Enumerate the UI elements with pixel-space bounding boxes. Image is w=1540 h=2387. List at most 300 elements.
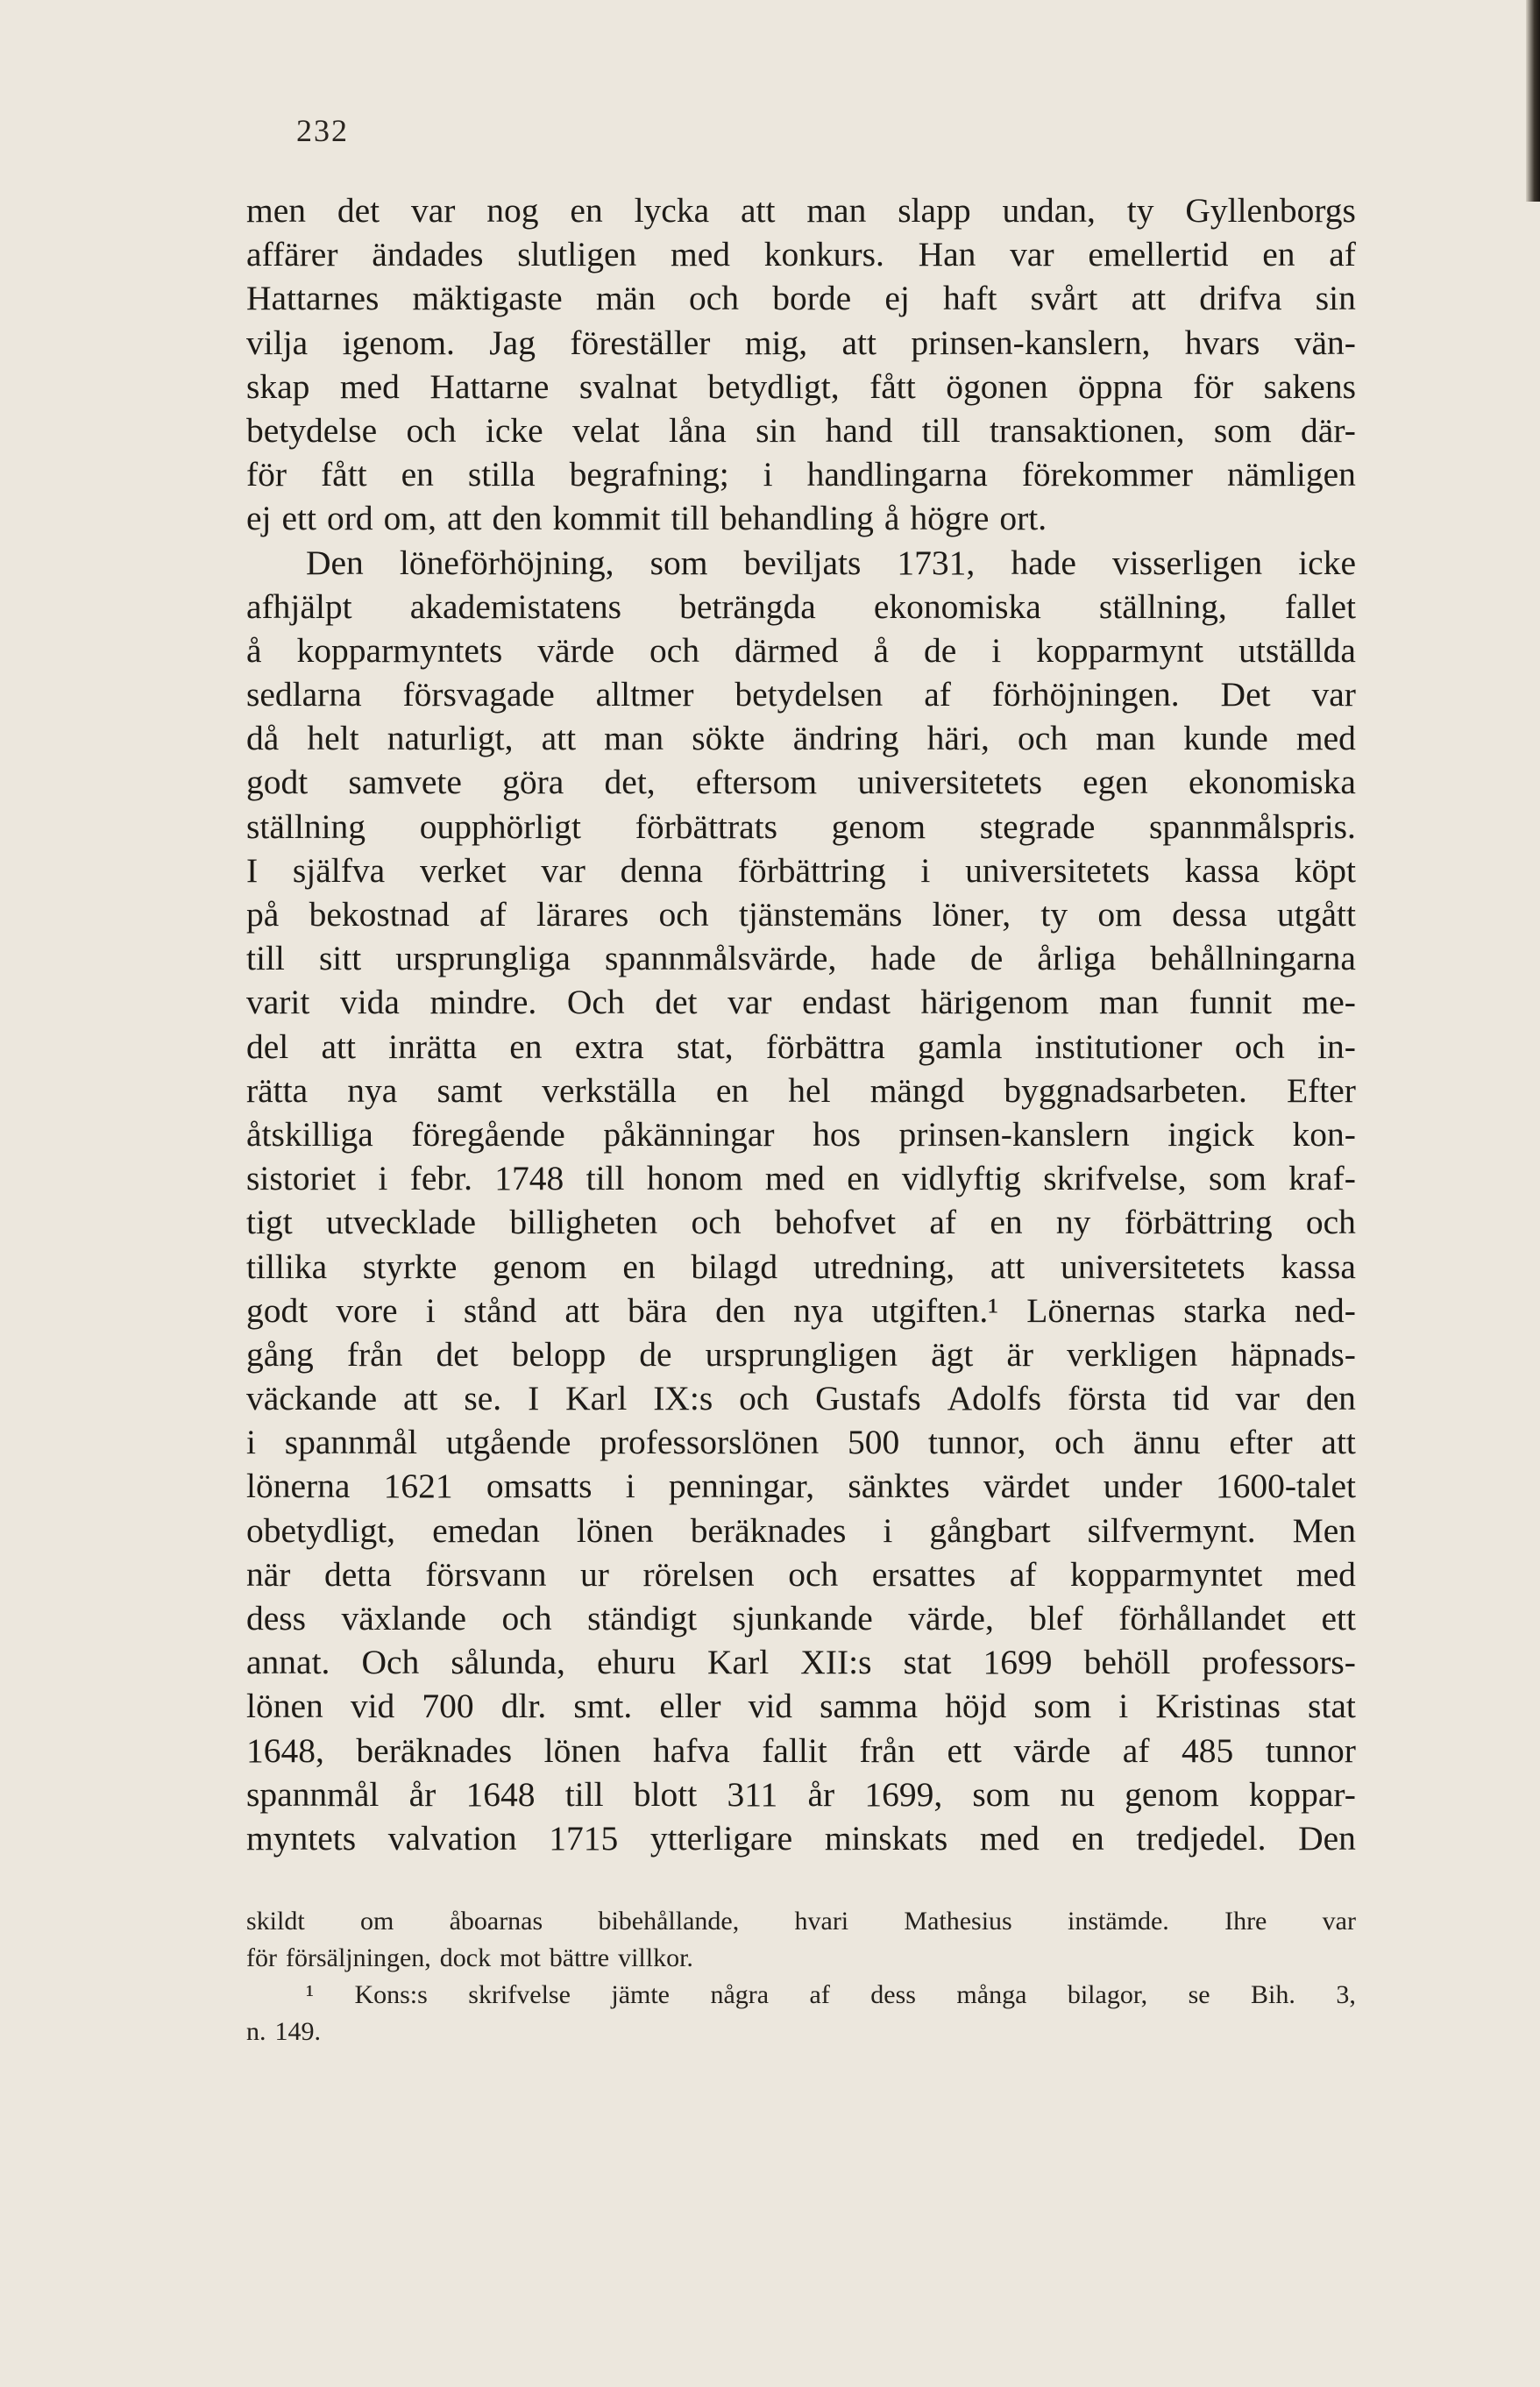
body-line: [246, 321, 1356, 365]
body-word: omsatts: [486, 1467, 593, 1506]
body-word: det: [655, 983, 698, 1022]
body-word: föregående: [411, 1114, 565, 1154]
body-word: afhjälpt: [246, 586, 352, 626]
body-line: [246, 1640, 1356, 1684]
body-word: sitt: [318, 939, 362, 978]
body-word: Det: [1220, 675, 1271, 714]
body-word: vore: [336, 1290, 398, 1330]
body-word: stat: [1308, 1687, 1356, 1726]
body-line: [246, 1772, 1356, 1816]
body-line: [246, 1200, 1356, 1244]
body-word: emedan: [432, 1510, 540, 1550]
body-word: fått: [321, 455, 367, 494]
body-word: som: [649, 543, 708, 582]
body-line: [246, 936, 1356, 980]
body-word: genom: [1125, 1774, 1219, 1814]
body-word: första: [1068, 1379, 1146, 1418]
body-word: utredning,: [813, 1247, 955, 1286]
body-word: 1715: [549, 1818, 619, 1858]
body-word: med: [1295, 719, 1356, 758]
body-word: gångbart: [929, 1510, 1051, 1550]
body-word: dess: [246, 1599, 307, 1638]
footnote-word: åboarnas: [449, 1907, 543, 1936]
body-word: bekostnad: [309, 895, 450, 934]
body-word: Jag: [489, 323, 536, 362]
body-word: där-: [1301, 410, 1356, 450]
body-word: och: [1017, 719, 1068, 758]
body-word: Lönernas: [1026, 1290, 1156, 1330]
body-word: egen: [1082, 763, 1148, 802]
body-word: 1731,: [897, 543, 976, 582]
body-word: mindre.: [429, 983, 537, 1022]
body-word: att: [403, 1379, 438, 1418]
body-word: kommit: [552, 499, 661, 538]
footnote-word: skrifvelse: [468, 1980, 571, 2009]
body-word: kopparmyntets: [296, 630, 503, 670]
body-word: 485: [1182, 1730, 1234, 1770]
body-word: och: [1305, 1203, 1356, 1242]
body-word: man: [806, 191, 867, 230]
body-word: är: [1006, 1334, 1034, 1374]
body-word: förhållandet: [1118, 1599, 1287, 1638]
body-word: stat,: [676, 1027, 734, 1066]
page-number: 232: [296, 113, 349, 148]
body-word: samt: [436, 1070, 503, 1110]
body-line: [246, 1552, 1356, 1596]
body-word: prinsen-kanslern,: [911, 323, 1151, 362]
body-word: endast: [802, 983, 891, 1022]
body-word: kon-: [1292, 1114, 1356, 1154]
body-word: var: [1010, 235, 1054, 274]
body-word: extra: [574, 1027, 644, 1066]
body-word: undan,: [1002, 191, 1096, 230]
body-word: styrkte: [362, 1247, 458, 1286]
body-word: spannmålspris.: [1149, 806, 1356, 846]
footnote-word: ¹: [306, 1980, 314, 2009]
body-word: behållningarna: [1150, 939, 1356, 978]
body-word: haft: [943, 279, 997, 318]
body-word: fallit: [762, 1730, 827, 1770]
body-word: och: [689, 279, 740, 318]
body-word: helt: [307, 719, 359, 758]
body-word: den: [715, 1290, 766, 1330]
body-word: kassa: [1184, 850, 1260, 890]
body-word: ursprungligen: [705, 1334, 898, 1374]
body-word: häri,: [926, 719, 990, 758]
body-word: konkurs.: [763, 235, 884, 274]
body-word: behofvet: [774, 1203, 897, 1242]
body-word: handlingarna: [806, 455, 988, 494]
body-line: [246, 1816, 1356, 1860]
body-word: i: [763, 455, 773, 494]
body-word: ändring: [792, 719, 899, 758]
body-word: ehuru: [597, 1643, 676, 1682]
body-word: ersattes: [871, 1554, 976, 1594]
body-word: Hattarne: [429, 366, 550, 406]
body-word: me-: [1302, 983, 1356, 1022]
body-word: stilla: [467, 455, 536, 494]
footnote-line: [246, 1977, 1356, 2014]
body-word: ord: [327, 499, 373, 538]
footnote-word: om: [359, 1907, 394, 1936]
body-word: af: [1009, 1554, 1037, 1594]
body-word: nya: [347, 1070, 398, 1110]
body-word: kopparmyntet: [1069, 1554, 1263, 1594]
body-line: [246, 1069, 1356, 1112]
body-word: slapp: [898, 191, 971, 230]
body-word: betydelse: [246, 410, 378, 450]
body-word: som: [1033, 1687, 1092, 1726]
body-word: I: [528, 1379, 540, 1418]
body-word: i: [1118, 1687, 1129, 1726]
body-word: att: [740, 191, 776, 230]
body-word: universitetets: [965, 850, 1150, 890]
body-word: vida: [339, 983, 400, 1022]
body-word: de: [969, 939, 1004, 978]
body-word: var: [541, 850, 585, 890]
body-line: [246, 188, 1356, 232]
body-word: men: [246, 191, 307, 230]
body-word: ställning,: [1098, 586, 1227, 626]
body-word: sistoriet: [246, 1159, 357, 1198]
body-word: ekonomiska: [873, 586, 1041, 626]
body-word: till: [921, 410, 961, 450]
footnote-word: mot: [500, 1943, 541, 1972]
body-word: de: [923, 630, 957, 670]
body-word: och: [406, 410, 457, 450]
body-word: förbättring: [737, 850, 886, 890]
body-word: hade: [870, 939, 936, 978]
body-word: honom: [646, 1159, 743, 1198]
body-line: [246, 1596, 1356, 1640]
body-line: [246, 1684, 1356, 1728]
body-word: till: [564, 1774, 604, 1814]
body-word: af: [924, 675, 951, 714]
body-word: en: [1262, 235, 1295, 274]
footnote-line: [246, 1903, 1356, 1940]
footnote-word: Mathesius: [904, 1907, 1012, 1936]
body-word: hand: [825, 410, 893, 450]
body-word: i: [991, 630, 1002, 670]
body-line: [246, 980, 1356, 1024]
body-word: och: [739, 1379, 790, 1418]
body-word: nog: [486, 191, 539, 230]
body-word: en: [401, 455, 434, 494]
body-word: beräknades: [690, 1510, 847, 1550]
body-word: sänktes: [848, 1467, 950, 1506]
body-word: velat: [571, 410, 640, 450]
body-word: genom: [831, 806, 926, 846]
body-word: Den: [1298, 1818, 1356, 1858]
body-word: spannmål: [284, 1423, 418, 1462]
footnote-word: 3,: [1336, 1980, 1356, 2009]
body-word: en: [622, 1247, 656, 1286]
body-word: ägt: [931, 1334, 974, 1374]
body-word: och: [691, 1203, 742, 1242]
body-word: och: [788, 1554, 839, 1594]
body-word: inrätta: [388, 1027, 478, 1066]
body-word: in-: [1316, 1027, 1356, 1066]
body-word: för: [1193, 366, 1234, 406]
body-word: ingick: [1167, 1114, 1254, 1154]
footnote-word: bilagor,: [1067, 1980, 1148, 2009]
footnote-word: skildt: [246, 1907, 305, 1936]
body-word: som: [972, 1774, 1031, 1814]
body-word: beräknades: [356, 1730, 513, 1770]
body-word: svalnat: [578, 366, 678, 406]
body-word: Gustafs: [815, 1379, 921, 1418]
body-word: med: [670, 235, 730, 274]
body-word: löner,: [932, 895, 1011, 934]
body-word: när: [246, 1554, 291, 1594]
body-word: var: [1311, 675, 1356, 714]
body-word: att: [564, 1290, 600, 1330]
body-word: billigheten: [509, 1203, 658, 1242]
body-word: värde: [537, 630, 614, 670]
body-word: 1621: [383, 1467, 453, 1506]
body-word: detta: [323, 1554, 392, 1594]
body-word: kraf-: [1288, 1159, 1356, 1198]
body-word: förbättra: [765, 1027, 885, 1066]
body-word: verkligen: [1067, 1334, 1198, 1374]
body-word: stegrade: [979, 806, 1096, 846]
body-word: öppna: [1078, 366, 1163, 406]
body-word: penningar,: [668, 1467, 815, 1506]
body-word: en: [570, 191, 603, 230]
body-word: IX:s: [653, 1379, 713, 1418]
body-word: utgående: [445, 1423, 571, 1462]
body-word: kassa: [1281, 1247, 1356, 1286]
body-word: löneförhöjning,: [399, 543, 614, 582]
body-word: betydelsen: [735, 675, 884, 714]
body-word: del: [246, 1027, 289, 1066]
body-word: kunde: [1183, 719, 1268, 758]
footnote-word: instämde.: [1068, 1907, 1169, 1936]
body-word: icke: [1298, 543, 1356, 582]
body-word: prinsen-kanslern: [898, 1114, 1130, 1154]
body-word: 500: [847, 1423, 900, 1462]
body-word: mig,: [744, 323, 808, 362]
body-word: 1699: [983, 1643, 1053, 1682]
body-word: lönen: [576, 1510, 654, 1550]
footnote-word: bibehållande,: [598, 1907, 740, 1936]
body-line: [246, 1156, 1356, 1200]
body-word: med: [764, 1159, 825, 1198]
body-word: alltmer: [595, 675, 694, 714]
footnote-word: bättre: [549, 1943, 610, 1972]
body-word: betydligt,: [707, 366, 840, 406]
body-word: årliga: [1037, 939, 1117, 978]
body-word: Karl: [565, 1379, 628, 1418]
body-word: en: [847, 1159, 880, 1198]
body-word: ort.: [999, 499, 1047, 538]
body-word: XII:s: [800, 1643, 872, 1682]
body-word: Gyllenborgs: [1185, 191, 1356, 230]
body-word: nämligen: [1226, 455, 1356, 494]
body-word: borde: [772, 279, 852, 318]
body-word: värde: [1013, 1730, 1091, 1770]
body-word: värdet: [983, 1467, 1070, 1506]
footnote-word: Ihre: [1224, 1907, 1267, 1936]
body-word: för: [246, 455, 287, 494]
body-word: i: [883, 1510, 893, 1550]
body-word: en: [990, 1203, 1023, 1242]
body-line: [246, 1729, 1356, 1772]
body-word: vilja: [246, 323, 309, 362]
body-line: [246, 496, 1356, 540]
body-word: ny: [1055, 1203, 1091, 1242]
body-word: i: [378, 1159, 388, 1198]
body-line: [246, 1112, 1356, 1156]
body-word: köpt: [1294, 850, 1356, 890]
body-word: Efter: [1286, 1070, 1356, 1110]
footnote-word: n.: [246, 2017, 266, 2046]
body-line: [246, 629, 1356, 672]
body-word: till: [585, 1159, 625, 1198]
body-line: [246, 805, 1356, 849]
body-line: [246, 1420, 1356, 1464]
body-word: skap: [246, 366, 310, 406]
body-word: utgått: [1277, 895, 1356, 934]
body-word: hafva: [652, 1730, 730, 1770]
body-word: med: [1295, 1554, 1356, 1594]
body-word: universitetets: [1061, 1247, 1245, 1286]
body-word: ty: [1040, 895, 1068, 934]
body-word: med: [339, 366, 400, 406]
body-word: göra: [502, 763, 564, 802]
body-word: var: [1235, 1379, 1280, 1418]
body-word: universitetets: [857, 763, 1042, 802]
body-line: [246, 1289, 1356, 1332]
body-word: år: [807, 1774, 835, 1814]
body-word: verkställa: [542, 1070, 677, 1110]
footnotes: [246, 1903, 1356, 2050]
body-word: Den: [306, 543, 364, 582]
body-word: slutligen: [517, 235, 637, 274]
body-word: ned-: [1294, 1290, 1356, 1330]
body-word: om: [1097, 895, 1142, 934]
body-word: det: [436, 1334, 479, 1374]
body-word: starka: [1183, 1290, 1267, 1330]
body-word: oupphörligt: [419, 806, 582, 846]
body-word: ständigt: [587, 1599, 698, 1638]
body-word: se.: [464, 1379, 502, 1418]
body-word: eftersom: [695, 763, 818, 802]
body-word: värde,: [908, 1599, 994, 1638]
body-word: en: [1071, 1818, 1104, 1858]
body-word: hade: [1011, 543, 1076, 582]
body-word: sökte: [692, 719, 765, 758]
body-word: mängd: [869, 1070, 965, 1110]
body-line: [246, 849, 1356, 892]
body-word: skrifvelse,: [1043, 1159, 1187, 1198]
body-word: var: [411, 191, 456, 230]
body-word: svårt: [1030, 279, 1098, 318]
body-line: [246, 365, 1356, 408]
body-word: gamla: [917, 1027, 1003, 1066]
body-word: Adolfs: [947, 1379, 1042, 1418]
body-word: byggnadsarbeten.: [1004, 1070, 1247, 1110]
body-word: förekommer: [1021, 455, 1193, 494]
body-word: sålunda,: [451, 1643, 565, 1682]
body-word: väckande: [246, 1379, 378, 1418]
body-word: kopparmynt: [1036, 630, 1204, 670]
body-word: om,: [383, 499, 437, 538]
body-word: ty: [1126, 191, 1154, 230]
body-word: begrafning;: [569, 455, 729, 494]
body-word: dlr.: [500, 1687, 547, 1726]
body-word: växlande: [341, 1599, 467, 1638]
body-word: 700: [422, 1687, 474, 1726]
body-word: mäktigaste: [412, 279, 563, 318]
body-word: sakens: [1263, 366, 1356, 406]
footnote-word: af: [809, 1980, 830, 2009]
body-word: blef: [1029, 1599, 1083, 1638]
body-word: bilagd: [691, 1247, 778, 1286]
body-word: tigt: [246, 1203, 293, 1242]
footnote-word: försäljningen,: [285, 1943, 431, 1972]
body-word: ekonomiska: [1189, 763, 1356, 802]
body-word: affärer: [246, 235, 338, 274]
body-word: nu: [1060, 1774, 1095, 1814]
body-word: försvagade: [402, 675, 555, 714]
body-word: af: [479, 895, 507, 934]
body-word: fått: [869, 366, 916, 406]
body-word: utgiften.¹: [871, 1290, 999, 1330]
body-word: transaktionen,: [989, 410, 1185, 450]
body-word: vid: [748, 1687, 793, 1726]
body-line: [246, 892, 1356, 936]
body-word: blott: [633, 1774, 698, 1814]
body-word: samvete: [348, 763, 462, 802]
body-word: efter: [1229, 1423, 1293, 1462]
body-word: samma: [820, 1687, 919, 1726]
body-word: lycka: [634, 191, 710, 230]
body-word: ej: [246, 499, 272, 538]
body-word: med: [979, 1818, 1040, 1858]
body-word: smt.: [573, 1687, 633, 1726]
body-word: varit: [246, 983, 310, 1022]
body-line: [246, 760, 1356, 804]
body-word: denna: [620, 850, 703, 890]
body-word: behandling: [720, 499, 874, 538]
body-line: [246, 585, 1356, 629]
body-word: I: [246, 850, 259, 890]
body-word: påkänningar: [603, 1114, 775, 1154]
body-word: tjänstemäns: [738, 895, 903, 934]
footnote-word: villkor.: [618, 1943, 693, 1972]
body-word: män: [595, 279, 656, 318]
body-word: spannmålsvärde,: [604, 939, 837, 978]
body-word: själfva: [292, 850, 386, 890]
body-word: lärares: [536, 895, 629, 934]
body-word: ej: [884, 279, 910, 318]
body-word: höjd: [945, 1687, 1007, 1726]
body-word: från: [346, 1334, 403, 1374]
body-word: fallet: [1284, 586, 1356, 626]
body-word: 1648: [465, 1774, 536, 1814]
body-word: af: [1122, 1730, 1150, 1770]
body-word: lönen: [543, 1730, 621, 1770]
body-word: och: [1234, 1027, 1285, 1066]
body-word: sedlarna: [246, 675, 362, 714]
footnote-word: Bih.: [1251, 1980, 1295, 2009]
body-word: att: [1321, 1423, 1356, 1462]
footnote-word: jämte: [611, 1980, 670, 2009]
body-word: vidlyftig: [901, 1159, 1021, 1198]
body-line: [246, 672, 1356, 716]
body-word: spannmål: [246, 1774, 380, 1814]
